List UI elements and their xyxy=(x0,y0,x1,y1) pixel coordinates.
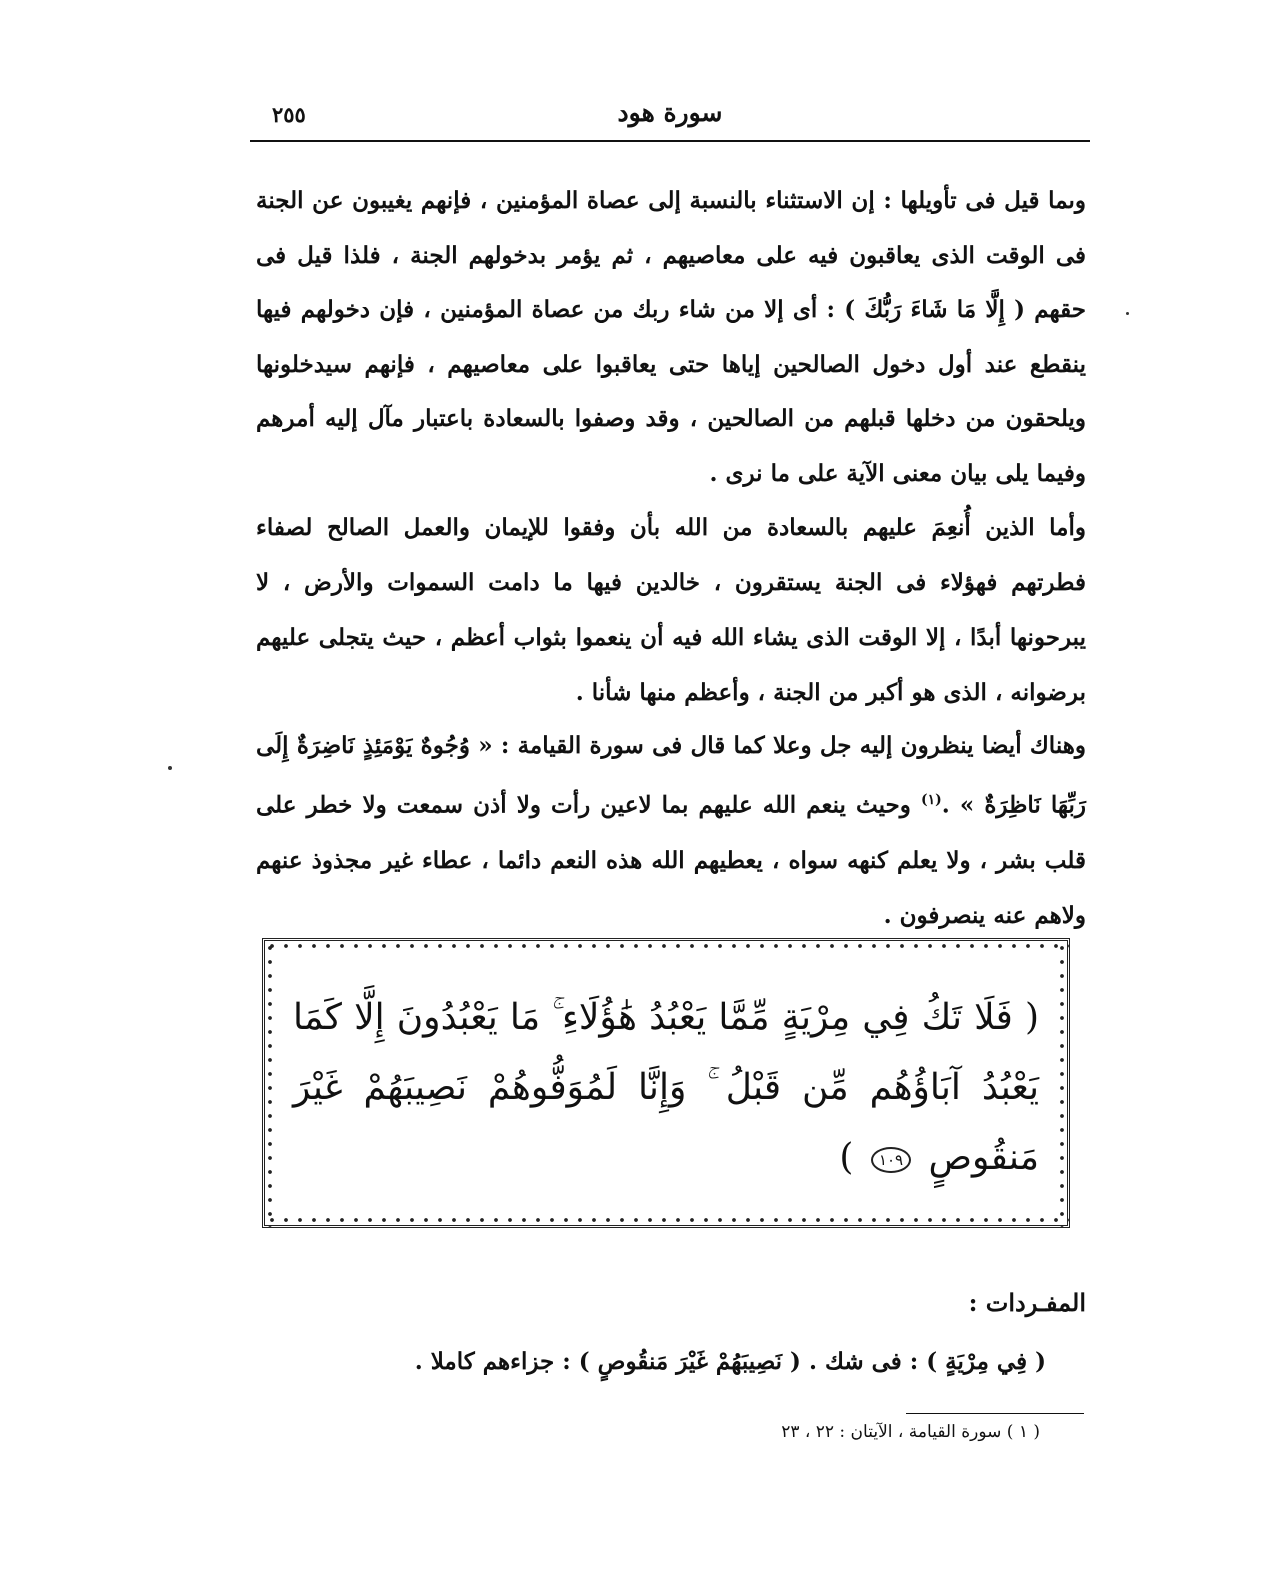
page-header xyxy=(250,96,1090,142)
scan-speck xyxy=(1126,312,1129,315)
paragraph-3-before: وهناك أيضا ينظرون إليه جل وعلا كما قال فى سورة القيامة : « وُجُوهٌ يَوْمَئِذٍ نَاضِرَةٌ إِلَى رَبِّهَا نَاظِرَةٌ » . xyxy=(256,732,1086,819)
vocabulary-line: ( فِي مِرْيَةٍ ) : فى شك . ( نَصِيبَهُمْ غَيْرَ مَنقُوصٍ ) : جزاءهم كاملا . xyxy=(414,1348,1046,1375)
paragraph-2: وأما الذين أُنعِمَ عليهم بالسعادة من الله بأن وفقوا للإيمان والعمل الصالح لصفاء فطرتهم فهؤلاء فى الجنة يستقرون ، خالدين فيها ما دامت السموات والأرض ، لا يبرحونها أبدًا ، إلا الوقت الذى يشاء الله فيه أن ينعموا بثواب أعظم ، حيث يتجلى عليهم برضوانه ، الذى هو أكبر من الجنة ، وأعظم منها شأنا . xyxy=(256,514,1086,706)
surah-title: سورة هود xyxy=(617,98,723,127)
footnote: ( ١ ) سورة القيامة ، الآيتان : ٢٢ ، ٢٣ xyxy=(781,1422,1040,1442)
paragraph-1: وىما قيل فى تأويلها : إن الاستثناء بالنسبة إلى عصاة المؤمنين ، فإنهم يغيبون عن الجنة فى الوقت الذى يعاقبون فيه على معاصيهم ، ثم يؤمر بدخولهم الجنة ، فلذا قيل فى حقهم ( إِلَّا مَا شَاءَ رَبُّكَ ) : أى إلا من شاء ربك من عصاة المؤمنين ، فإن دخولهم فيها ينقطع عند أول دخول الصالحين إياها حتى يعاقبوا على معاصيهم ، فإنهم سيدخلونها ويلحقون من دخلها قبلهم من الصالحين ، وقد وصفوا بالسعادة باعتبار مآل إليه أمرهم وفيما يلى بيان معنى الآية على ما نرى . xyxy=(256,187,1086,487)
header-rule xyxy=(250,140,1090,142)
footnote-marker: (١) xyxy=(920,792,942,808)
quran-verse-text: ( فَلَا تَكُ فِي مِرْيَةٍ مِّمَّا يَعْبُدُ هَٰؤُلَاءِ ۚ مَا يَعْبُدُونَ إِلَّا كَمَا يَعْبُدُ آبَاؤُهُم مِّن قَبْلُ ۚ وَإِنَّا لَمُوَفُّوهُمْ نَصِيبَهُمْ غَيْرَ مَنقُوصٍ xyxy=(293,997,1039,1178)
quran-verse xyxy=(293,983,1039,1193)
paragraph-3-after: وحيث ينعم الله عليهم بما لاعين رأت ولا أذن سمعت ولا خطر على قلب بشر ، ولا يعلم كنهه سواه ، يعطيهم الله هذه النعم دائما ، عطاء غير مجذوذ عنهم ولاهم عنه ينصرفون . xyxy=(256,791,1086,929)
paragraph-3 xyxy=(256,718,1086,943)
footnote-rule xyxy=(906,1413,1084,1414)
page-number: ٢٥٥ xyxy=(272,102,306,127)
quran-verse-frame xyxy=(262,938,1070,1228)
verse-number-icon: ١٠٩ xyxy=(871,1147,911,1173)
verse-close-paren: ) xyxy=(839,1137,854,1178)
scan-speck xyxy=(168,766,172,770)
vocabulary-heading: المفـردات : xyxy=(968,1288,1086,1317)
